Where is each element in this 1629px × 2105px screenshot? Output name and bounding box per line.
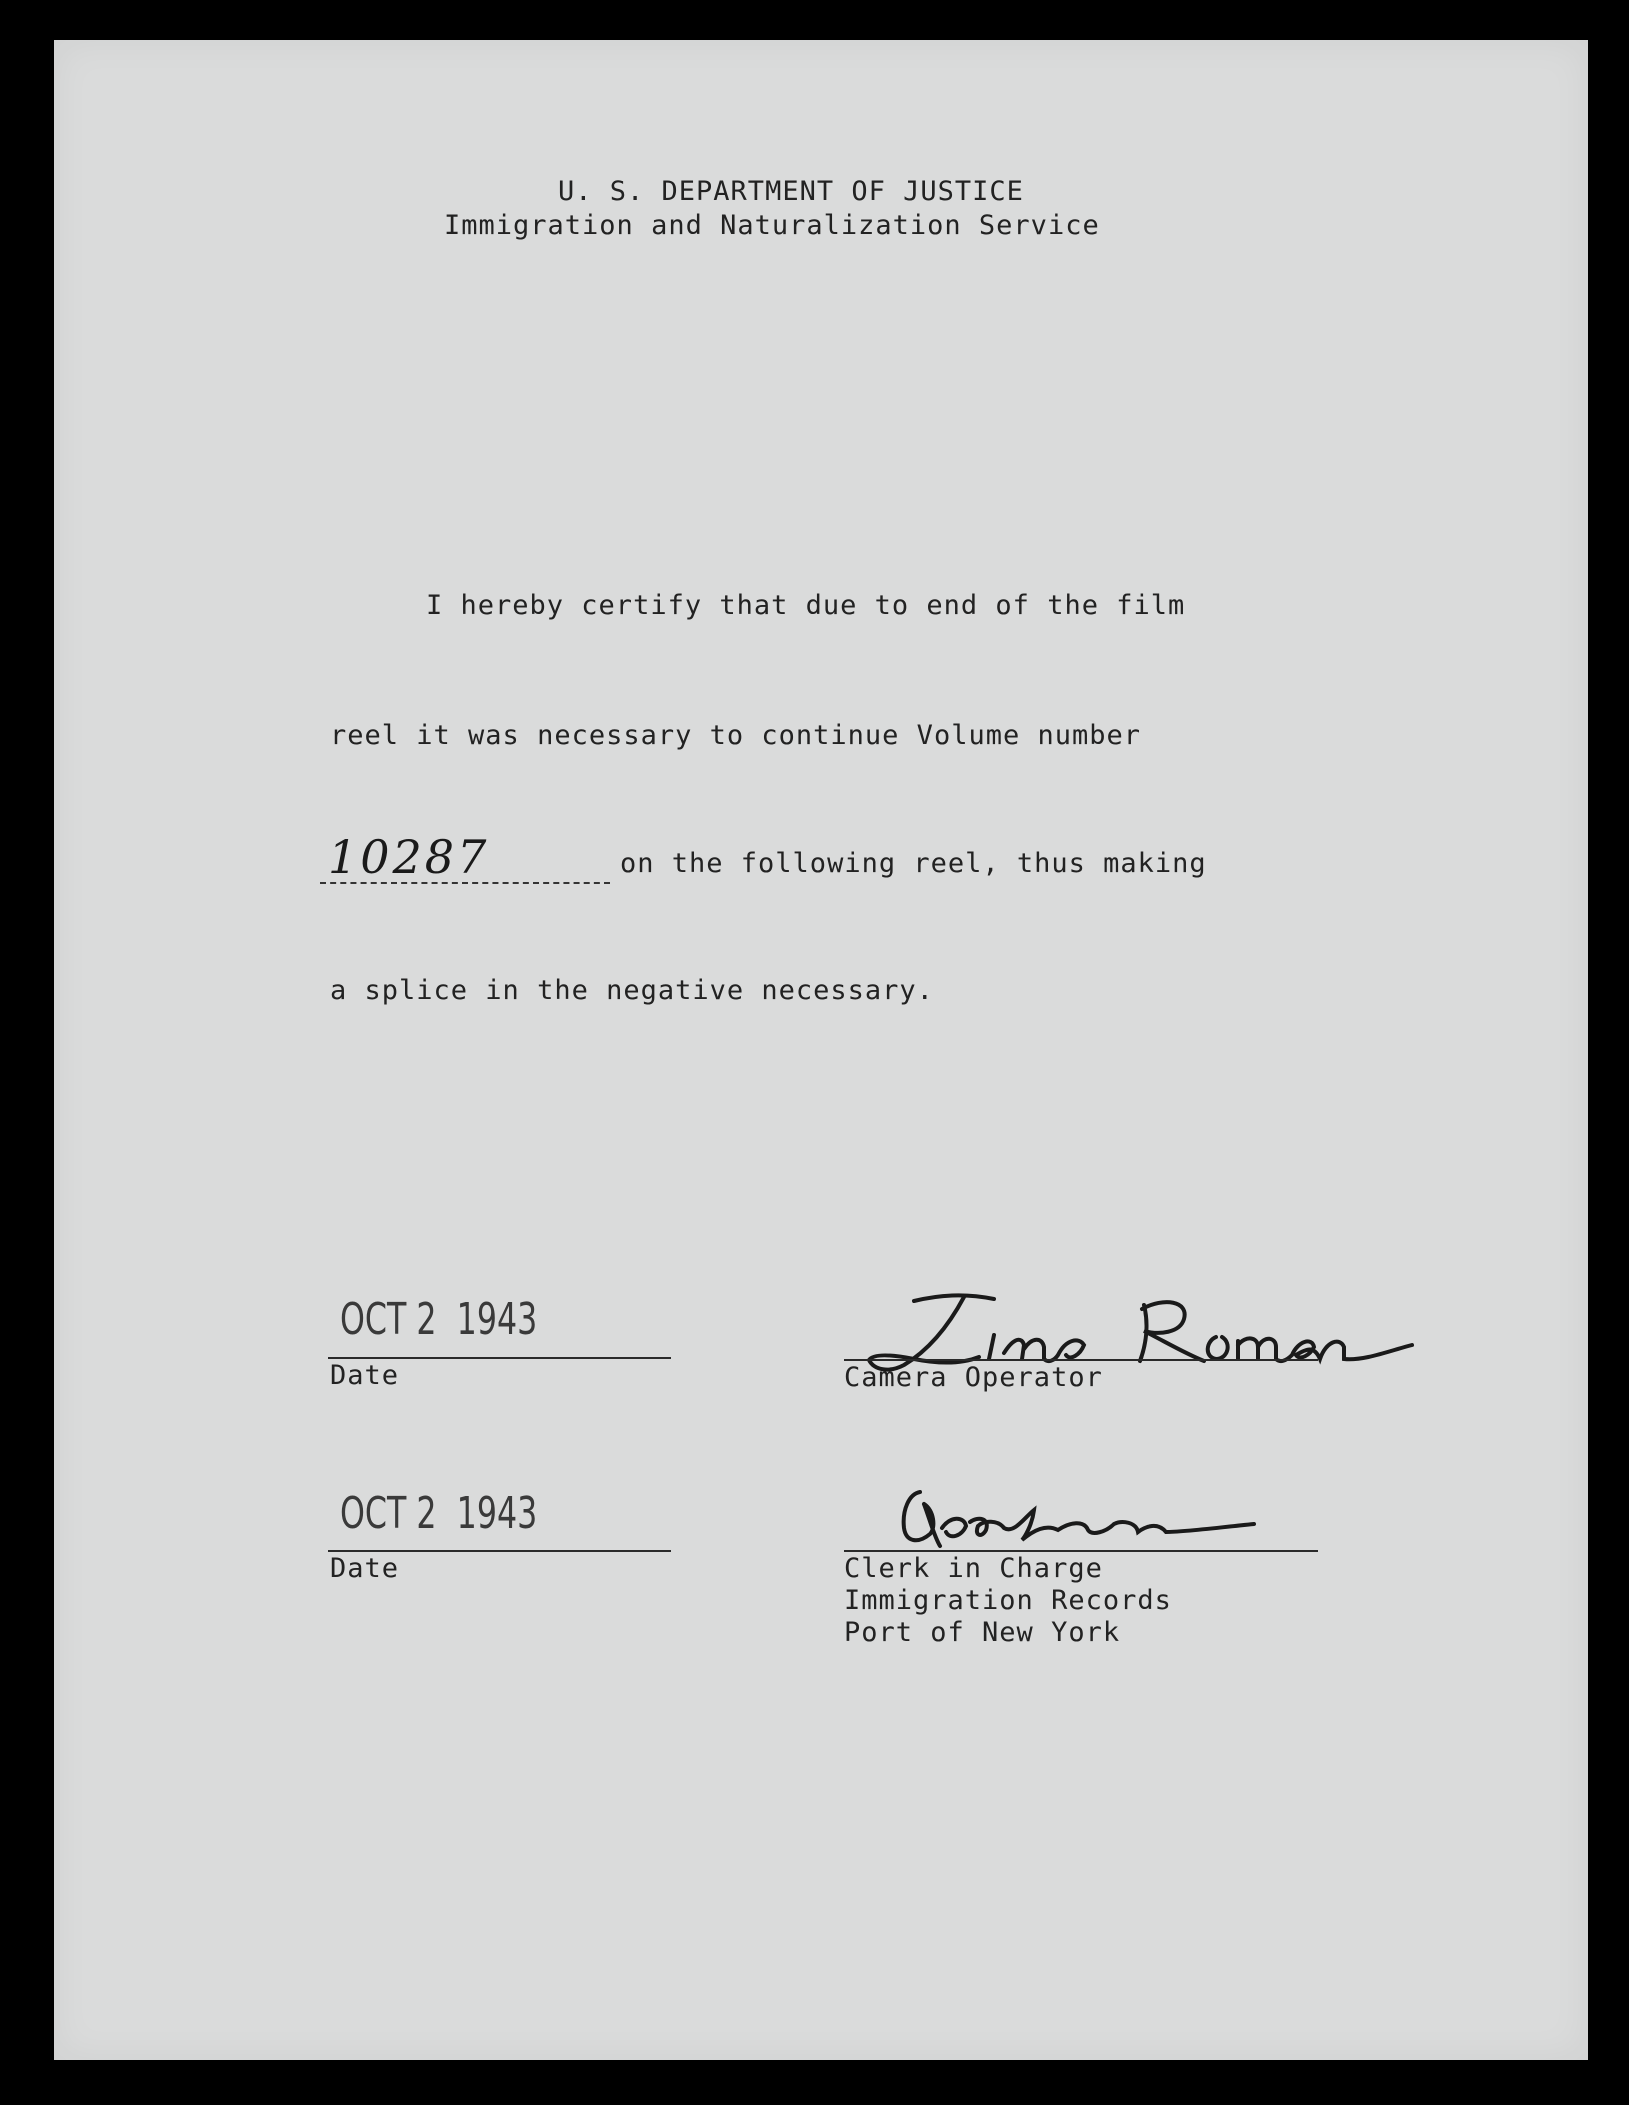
date-label-2: Date — [330, 1553, 400, 1584]
clerk-label-line-1: Clerk in Charge — [844, 1553, 1103, 1584]
camera-operator-line — [844, 1359, 1318, 1361]
clerk-label-line-2: Immigration Records — [844, 1585, 1172, 1616]
header-service: Immigration and Naturalization Service — [444, 210, 1100, 241]
date-label-1: Date — [330, 1360, 400, 1391]
volume-number-handwritten: 10287 — [328, 830, 490, 884]
body-line-1: I hereby certify that due to end of the film — [426, 590, 1186, 621]
date-line-2 — [328, 1550, 671, 1552]
body-line-3: on the following reel, thus making — [620, 848, 1207, 879]
body-line-2: reel it was necessary to continue Volume number — [330, 720, 1142, 751]
date-line-1 — [328, 1357, 671, 1359]
header-department: U. S. DEPARTMENT OF JUSTICE — [558, 176, 1024, 207]
date-stamp-1: OCT 2 1943 — [340, 1294, 538, 1345]
camera-operator-label: Camera Operator — [844, 1362, 1103, 1393]
body-line-4: a splice in the negative necessary. — [330, 975, 934, 1006]
clerk-signature — [874, 1480, 1354, 1560]
volume-number-blank — [320, 882, 610, 884]
date-stamp-2: OCT 2 1943 — [340, 1488, 538, 1539]
clerk-line — [844, 1550, 1318, 1552]
clerk-label-line-3: Port of New York — [844, 1617, 1121, 1648]
document-page — [54, 40, 1588, 2060]
